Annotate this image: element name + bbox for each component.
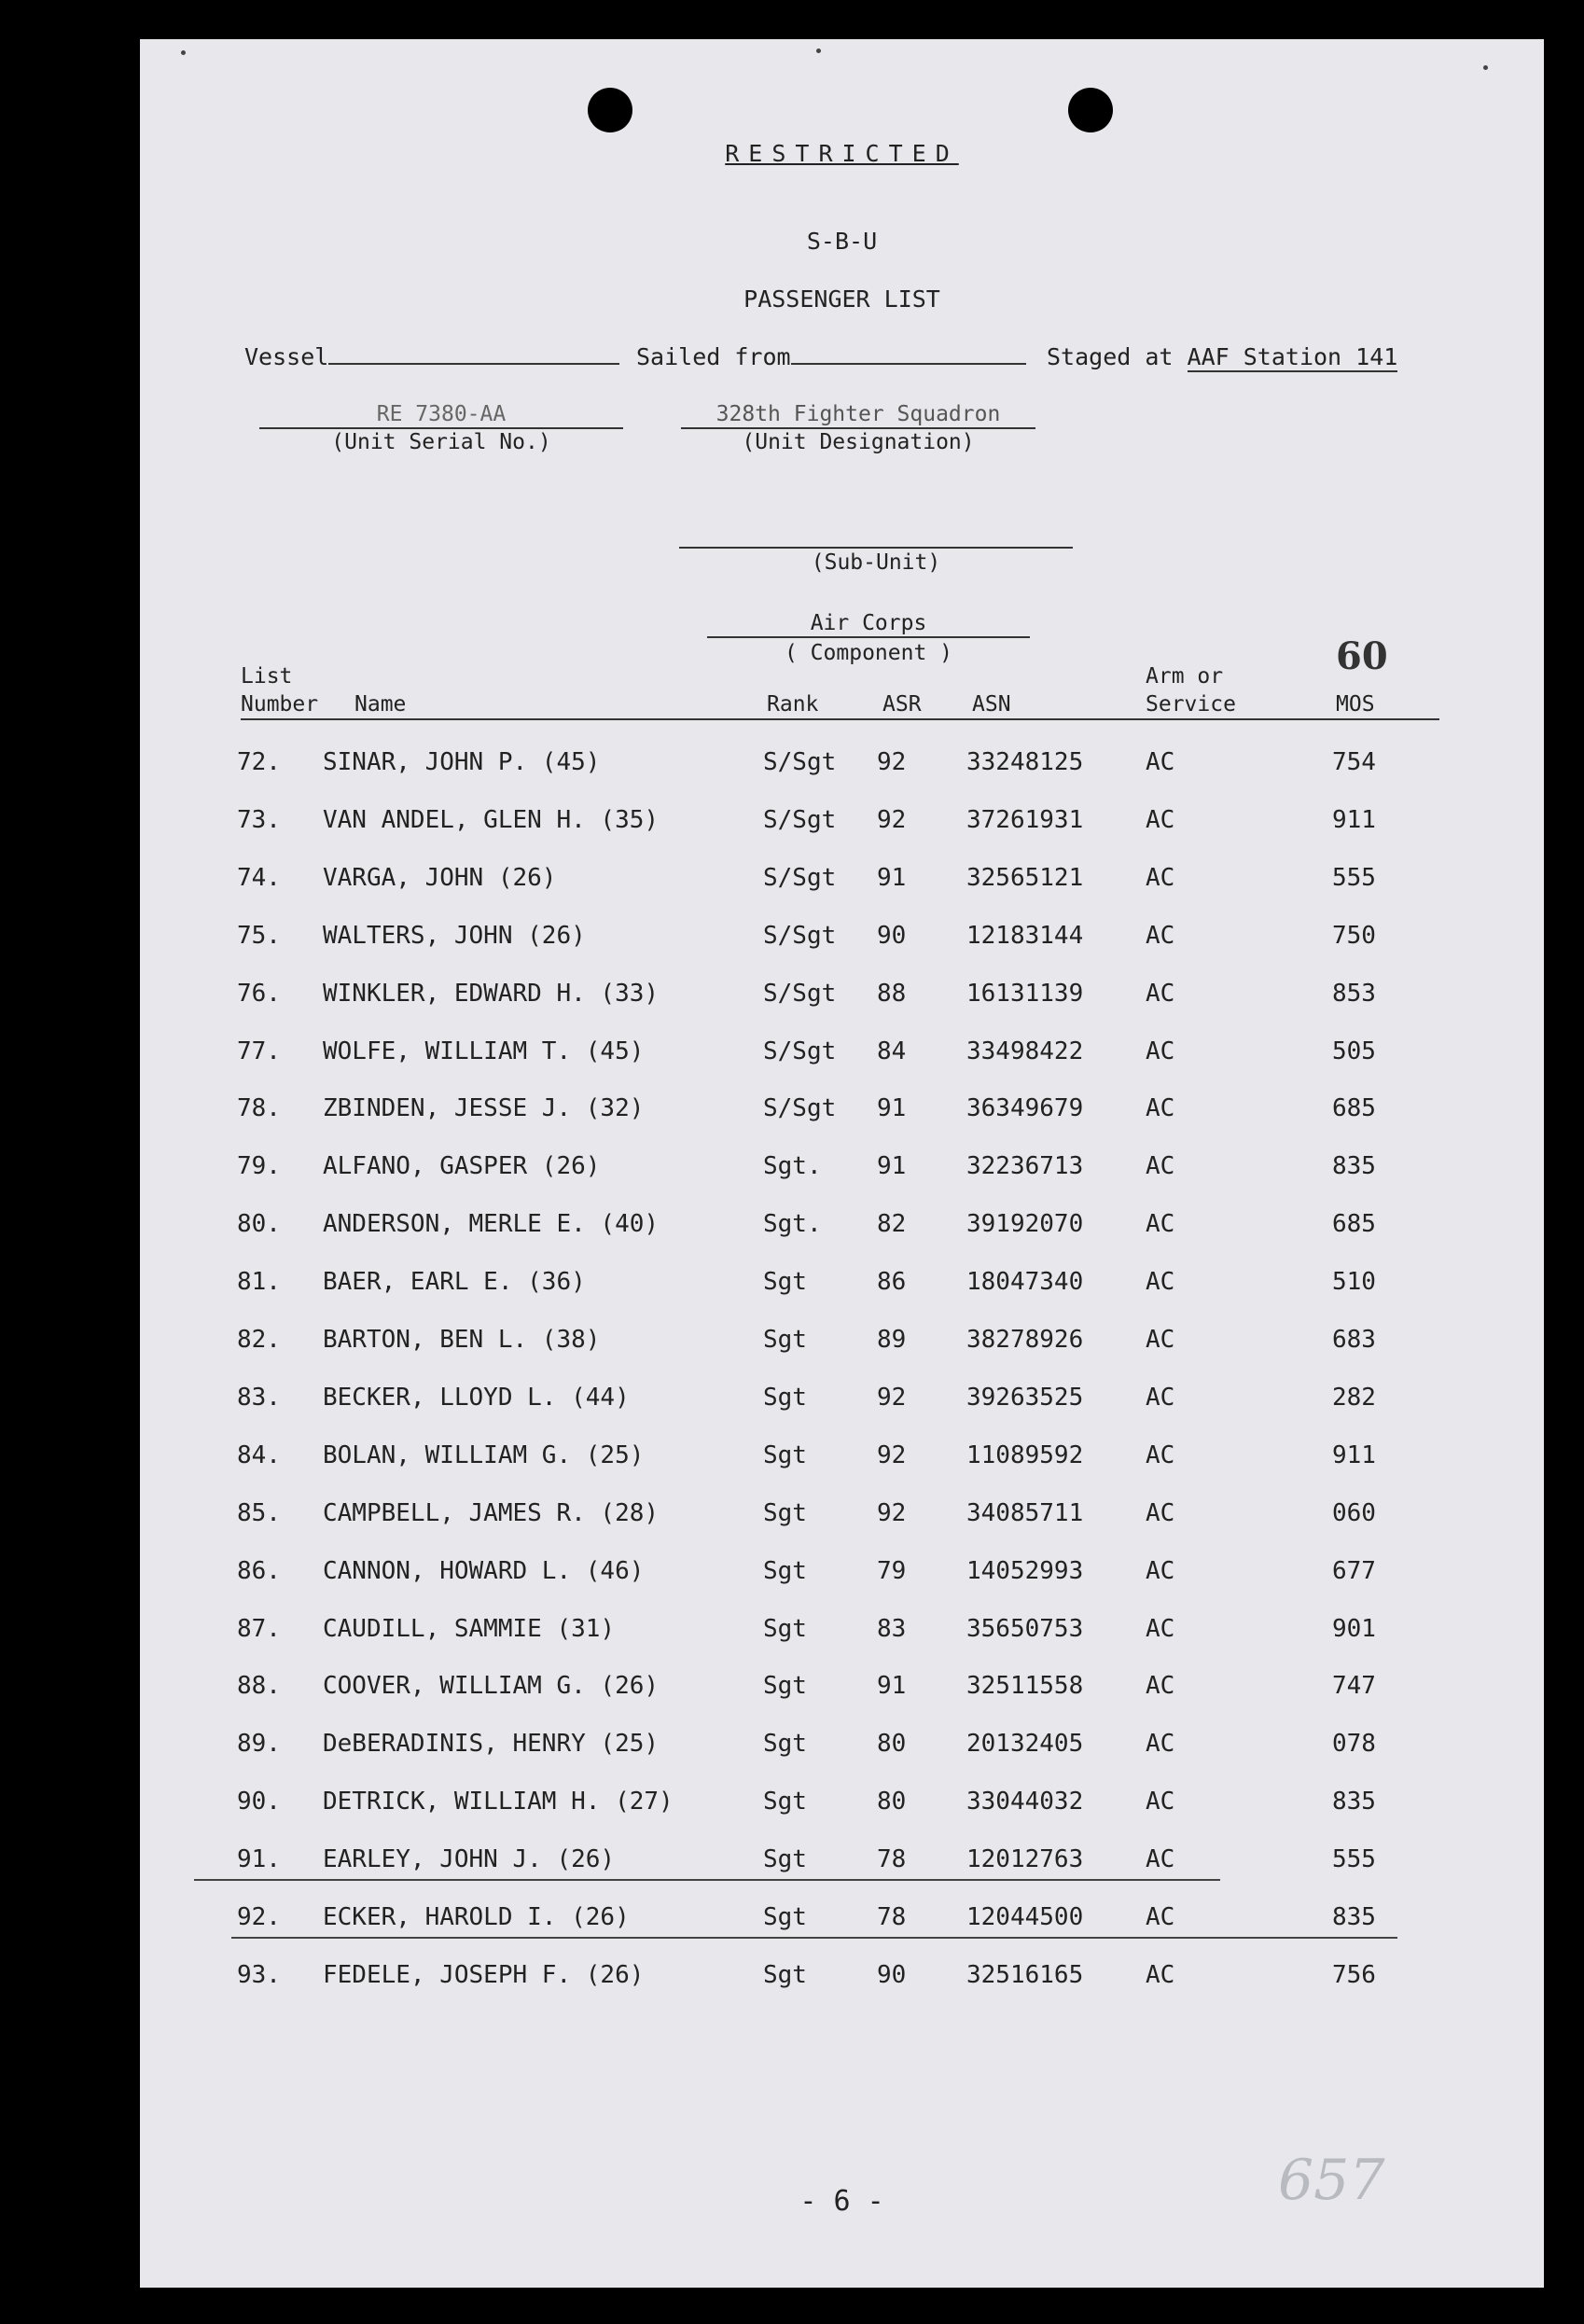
cell-rank: S/Sgt [763, 1037, 837, 1065]
cell-mos: 911 [1332, 1440, 1376, 1469]
cell-mos: 747 [1332, 1672, 1376, 1701]
table-row [140, 1037, 1544, 1095]
cell-asn: 39192070 [966, 1210, 1084, 1239]
unit-designation-block [681, 401, 1035, 455]
cell-name: WOLFE, WILLIAM T. (45) [323, 1037, 645, 1065]
component-label: ( Component ) [784, 641, 952, 665]
unit-designation-value: 328th Fighter Squadron [681, 401, 1035, 429]
cell-asr: 92 [877, 748, 907, 776]
cell-asr: 92 [877, 1498, 907, 1527]
strike-through-row-91 [194, 1879, 1220, 1881]
staged-at-field [1047, 343, 1397, 370]
col-service-label: Service [1146, 692, 1236, 717]
col-mos: MOS [1336, 692, 1375, 717]
cell-rank: Sgt [763, 1440, 807, 1469]
cell-name: SINAR, JOHN P. (45) [323, 748, 601, 776]
cell-asr: 78 [877, 1845, 907, 1874]
cell-num: 82. [237, 1326, 281, 1354]
cell-name: ECKER, HAROLD I. (26) [323, 1903, 630, 1931]
cell-mos: 756 [1332, 1960, 1376, 1989]
cell-asn: 34085711 [966, 1498, 1084, 1527]
cell-mos: 685 [1332, 1210, 1376, 1239]
cell-name: BOLAN, WILLIAM G. (25) [323, 1440, 645, 1469]
cell-num: 75. [237, 921, 281, 950]
cell-rank: S/Sgt [763, 979, 837, 1008]
table-row [140, 980, 1544, 1037]
cell-asn: 18047340 [966, 1268, 1084, 1297]
cell-num: 92. [237, 1903, 281, 1931]
cell-num: 90. [237, 1788, 281, 1816]
col-name: Name [354, 692, 407, 717]
unit-designation-label: (Unit Designation) [742, 430, 975, 454]
cell-arm: AC [1146, 1268, 1175, 1297]
table-row [140, 1152, 1544, 1210]
unit-serial-label: (Unit Serial No.) [331, 430, 551, 454]
cell-num: 80. [237, 1210, 281, 1239]
cell-mos: 510 [1332, 1268, 1376, 1297]
cell-mos: 683 [1332, 1326, 1376, 1354]
cell-num: 88. [237, 1672, 281, 1701]
cell-num: 76. [237, 979, 281, 1008]
handwritten-number: 60 [1336, 634, 1388, 678]
cell-arm: AC [1146, 1614, 1175, 1643]
col-number-label: Number [241, 692, 319, 717]
col-asr: ASR [882, 692, 922, 717]
cell-asr: 90 [877, 1960, 907, 1989]
speck [181, 50, 186, 55]
cell-asn: 12183144 [966, 921, 1084, 950]
cell-mos: 750 [1332, 921, 1376, 950]
table-row [140, 1672, 1544, 1730]
cell-num: 72. [237, 748, 281, 776]
cell-asn: 38278926 [966, 1326, 1084, 1354]
cell-asn: 14052993 [966, 1556, 1084, 1585]
table-row [140, 1557, 1544, 1615]
cell-arm: AC [1146, 1440, 1175, 1469]
cell-asr: 91 [877, 1672, 907, 1701]
cell-asr: 88 [877, 979, 907, 1008]
cell-mos: 555 [1332, 863, 1376, 892]
cell-name: FEDELE, JOSEPH F. (26) [323, 1960, 645, 1989]
cell-arm: AC [1146, 921, 1175, 950]
cell-rank: Sgt [763, 1268, 807, 1297]
sailed-from-label: Sailed from [636, 343, 791, 370]
cell-rank: Sgt [763, 1556, 807, 1585]
col-list-label: List [241, 664, 293, 689]
punch-hole-right [1068, 88, 1113, 132]
table-row [140, 1845, 1544, 1903]
strike-through-row-92 [231, 1937, 1397, 1939]
cell-name: BAER, EARL E. (36) [323, 1268, 586, 1297]
cell-asn: 33498422 [966, 1037, 1084, 1065]
table-row [140, 1961, 1544, 2019]
pencil-mark: 657 [1278, 2148, 1385, 2213]
cell-asn: 11089592 [966, 1440, 1084, 1469]
unit-serial-block [259, 401, 623, 455]
cell-rank: Sgt [763, 1960, 807, 1989]
cell-asn: 12012763 [966, 1845, 1084, 1874]
cell-mos: 060 [1332, 1498, 1376, 1527]
cell-rank: Sgt [763, 1383, 807, 1412]
table-row [140, 748, 1544, 806]
cell-rank: Sgt [763, 1788, 807, 1816]
cell-asr: 80 [877, 1730, 907, 1759]
cell-asn: 12044500 [966, 1903, 1084, 1931]
cell-arm: AC [1146, 863, 1175, 892]
cell-asn: 32236713 [966, 1152, 1084, 1181]
cell-num: 84. [237, 1440, 281, 1469]
cell-rank: Sgt [763, 1672, 807, 1701]
table-row [140, 1326, 1544, 1384]
sub-unit-label: (Sub-Unit) [811, 550, 941, 575]
component-block [707, 610, 1030, 668]
table-row [140, 1268, 1544, 1326]
cell-num: 87. [237, 1614, 281, 1643]
table-row [140, 864, 1544, 922]
cell-asn: 33044032 [966, 1788, 1084, 1816]
cell-num: 81. [237, 1268, 281, 1297]
cell-arm: AC [1146, 1037, 1175, 1065]
cell-name: COOVER, WILLIAM G. (26) [323, 1672, 660, 1701]
sailed-from-field [636, 343, 1026, 370]
cell-mos: 853 [1332, 979, 1376, 1008]
col-arm-label: Arm or [1146, 664, 1224, 689]
cell-num: 83. [237, 1383, 281, 1412]
cell-asr: 92 [877, 1440, 907, 1469]
cell-num: 89. [237, 1730, 281, 1759]
cell-asr: 92 [877, 1383, 907, 1412]
cell-mos: 505 [1332, 1037, 1376, 1065]
cell-asr: 86 [877, 1268, 907, 1297]
table-row [140, 922, 1544, 980]
vessel-label: Vessel [244, 343, 329, 370]
table-row [140, 1730, 1544, 1788]
cell-asr: 89 [877, 1326, 907, 1354]
cell-name: VARGA, JOHN (26) [323, 863, 557, 892]
staged-at-label: Staged at [1047, 343, 1174, 370]
cell-name: WALTERS, JOHN (26) [323, 921, 586, 950]
cell-rank: Sgt. [763, 1152, 822, 1181]
cell-asr: 83 [877, 1614, 907, 1643]
punch-hole-left [588, 88, 632, 132]
cell-name: CAUDILL, SAMMIE (31) [323, 1614, 616, 1643]
cell-asr: 92 [877, 805, 907, 834]
sub-unit-line [679, 530, 1073, 549]
cell-asn: 36349679 [966, 1094, 1084, 1123]
col-arm-service [1146, 662, 1236, 718]
document-title: PASSENGER LIST [743, 285, 940, 313]
sailed-from-blank [791, 363, 1026, 365]
cell-name: BECKER, LLOYD L. (44) [323, 1383, 630, 1412]
cell-asr: 79 [877, 1556, 907, 1585]
cell-asn: 39263525 [966, 1383, 1084, 1412]
cell-mos: 835 [1332, 1903, 1376, 1931]
cell-mos: 078 [1332, 1730, 1376, 1759]
page-number: - 6 - [799, 2185, 884, 2218]
cell-arm: AC [1146, 1960, 1175, 1989]
sub-unit-block [679, 530, 1073, 577]
cell-arm: AC [1146, 1788, 1175, 1816]
document-page [140, 39, 1544, 2288]
cell-asr: 80 [877, 1788, 907, 1816]
speck [816, 49, 821, 53]
vessel-field [244, 343, 619, 370]
cell-arm: AC [1146, 1383, 1175, 1412]
cell-rank: Sgt [763, 1614, 807, 1643]
cell-mos: 685 [1332, 1094, 1376, 1123]
cell-rank: Sgt [763, 1730, 807, 1759]
cell-name: VAN ANDEL, GLEN H. (35) [323, 805, 660, 834]
cell-asn: 16131139 [966, 979, 1084, 1008]
cell-name: EARLEY, JOHN J. (26) [323, 1845, 616, 1874]
cell-num: 78. [237, 1094, 281, 1123]
header-rule [241, 718, 1439, 720]
cell-arm: AC [1146, 805, 1175, 834]
cell-name: CAMPBELL, JAMES R. (28) [323, 1498, 660, 1527]
cell-name: ANDERSON, MERLE E. (40) [323, 1210, 660, 1239]
cell-arm: AC [1146, 1326, 1175, 1354]
cell-num: 74. [237, 863, 281, 892]
cell-mos: 677 [1332, 1556, 1376, 1585]
cell-num: 91. [237, 1845, 281, 1874]
cell-arm: AC [1146, 1498, 1175, 1527]
cell-asn: 32565121 [966, 863, 1084, 892]
cell-rank: Sgt [763, 1845, 807, 1874]
cell-num: 85. [237, 1498, 281, 1527]
cell-asn: 32511558 [966, 1672, 1084, 1701]
cell-num: 93. [237, 1960, 281, 1989]
cell-asr: 82 [877, 1210, 907, 1239]
table-row [140, 806, 1544, 864]
cell-name: ZBINDEN, JESSE J. (32) [323, 1094, 645, 1123]
cell-mos: 835 [1332, 1152, 1376, 1181]
cell-asn: 20132405 [966, 1730, 1084, 1759]
cell-num: 86. [237, 1556, 281, 1585]
col-rank: Rank [767, 692, 819, 717]
document-code: S-B-U [806, 228, 878, 255]
cell-arm: AC [1146, 1556, 1175, 1585]
table-row [140, 1441, 1544, 1499]
staged-at-value: AAF Station 141 [1187, 343, 1398, 370]
cell-name: CANNON, HOWARD L. (46) [323, 1556, 645, 1585]
cell-arm: AC [1146, 1845, 1175, 1874]
cell-name: WINKLER, EDWARD H. (33) [323, 979, 660, 1008]
cell-asn: 33248125 [966, 748, 1084, 776]
cell-num: 73. [237, 805, 281, 834]
table-row [140, 1094, 1544, 1152]
cell-name: ALFANO, GASPER (26) [323, 1152, 601, 1181]
cell-asr: 91 [877, 863, 907, 892]
cell-asr: 91 [877, 1094, 907, 1123]
cell-mos: 282 [1332, 1383, 1376, 1412]
cell-asr: 90 [877, 921, 907, 950]
component-value: Air Corps [707, 610, 1030, 638]
col-asn: ASN [972, 692, 1011, 717]
table-row [140, 1903, 1544, 1961]
cell-rank: S/Sgt [763, 921, 837, 950]
cell-rank: Sgt. [763, 1210, 822, 1239]
cell-rank: Sgt [763, 1326, 807, 1354]
cell-mos: 835 [1332, 1788, 1376, 1816]
cell-rank: S/Sgt [763, 748, 837, 776]
cell-rank: S/Sgt [763, 1094, 837, 1123]
table-row [140, 1384, 1544, 1441]
speck [1483, 65, 1488, 70]
cell-num: 77. [237, 1037, 281, 1065]
cell-arm: AC [1146, 1094, 1175, 1123]
cell-arm: AC [1146, 1903, 1175, 1931]
table-row [140, 1788, 1544, 1845]
cell-asr: 78 [877, 1903, 907, 1931]
cell-name: DETRICK, WILLIAM H. (27) [323, 1788, 674, 1816]
cell-mos: 911 [1332, 805, 1376, 834]
vessel-blank [328, 363, 619, 365]
cell-asn: 32516165 [966, 1960, 1084, 1989]
cell-name: DeBERADINIS, HENRY (25) [323, 1730, 660, 1759]
unit-serial-value: RE 7380-AA [259, 401, 623, 429]
cell-arm: AC [1146, 1210, 1175, 1239]
cell-asr: 91 [877, 1152, 907, 1181]
cell-name: BARTON, BEN L. (38) [323, 1326, 601, 1354]
cell-mos: 901 [1332, 1614, 1376, 1643]
cell-arm: AC [1146, 748, 1175, 776]
cell-arm: AC [1146, 1672, 1175, 1701]
cell-asr: 84 [877, 1037, 907, 1065]
table-row [140, 1210, 1544, 1268]
cell-num: 79. [237, 1152, 281, 1181]
cell-mos: 555 [1332, 1845, 1376, 1874]
cell-mos: 754 [1332, 748, 1376, 776]
cell-rank: S/Sgt [763, 805, 837, 834]
cell-arm: AC [1146, 979, 1175, 1008]
cell-arm: AC [1146, 1730, 1175, 1759]
cell-rank: S/Sgt [763, 863, 837, 892]
table-row [140, 1499, 1544, 1557]
table-row [140, 1615, 1544, 1673]
col-list-number [241, 662, 318, 718]
classification-heading: RESTRICTED [725, 140, 959, 167]
cell-asn: 37261931 [966, 805, 1084, 834]
cell-rank: Sgt [763, 1903, 807, 1931]
cell-asn: 35650753 [966, 1614, 1084, 1643]
cell-rank: Sgt [763, 1498, 807, 1527]
cell-arm: AC [1146, 1152, 1175, 1181]
